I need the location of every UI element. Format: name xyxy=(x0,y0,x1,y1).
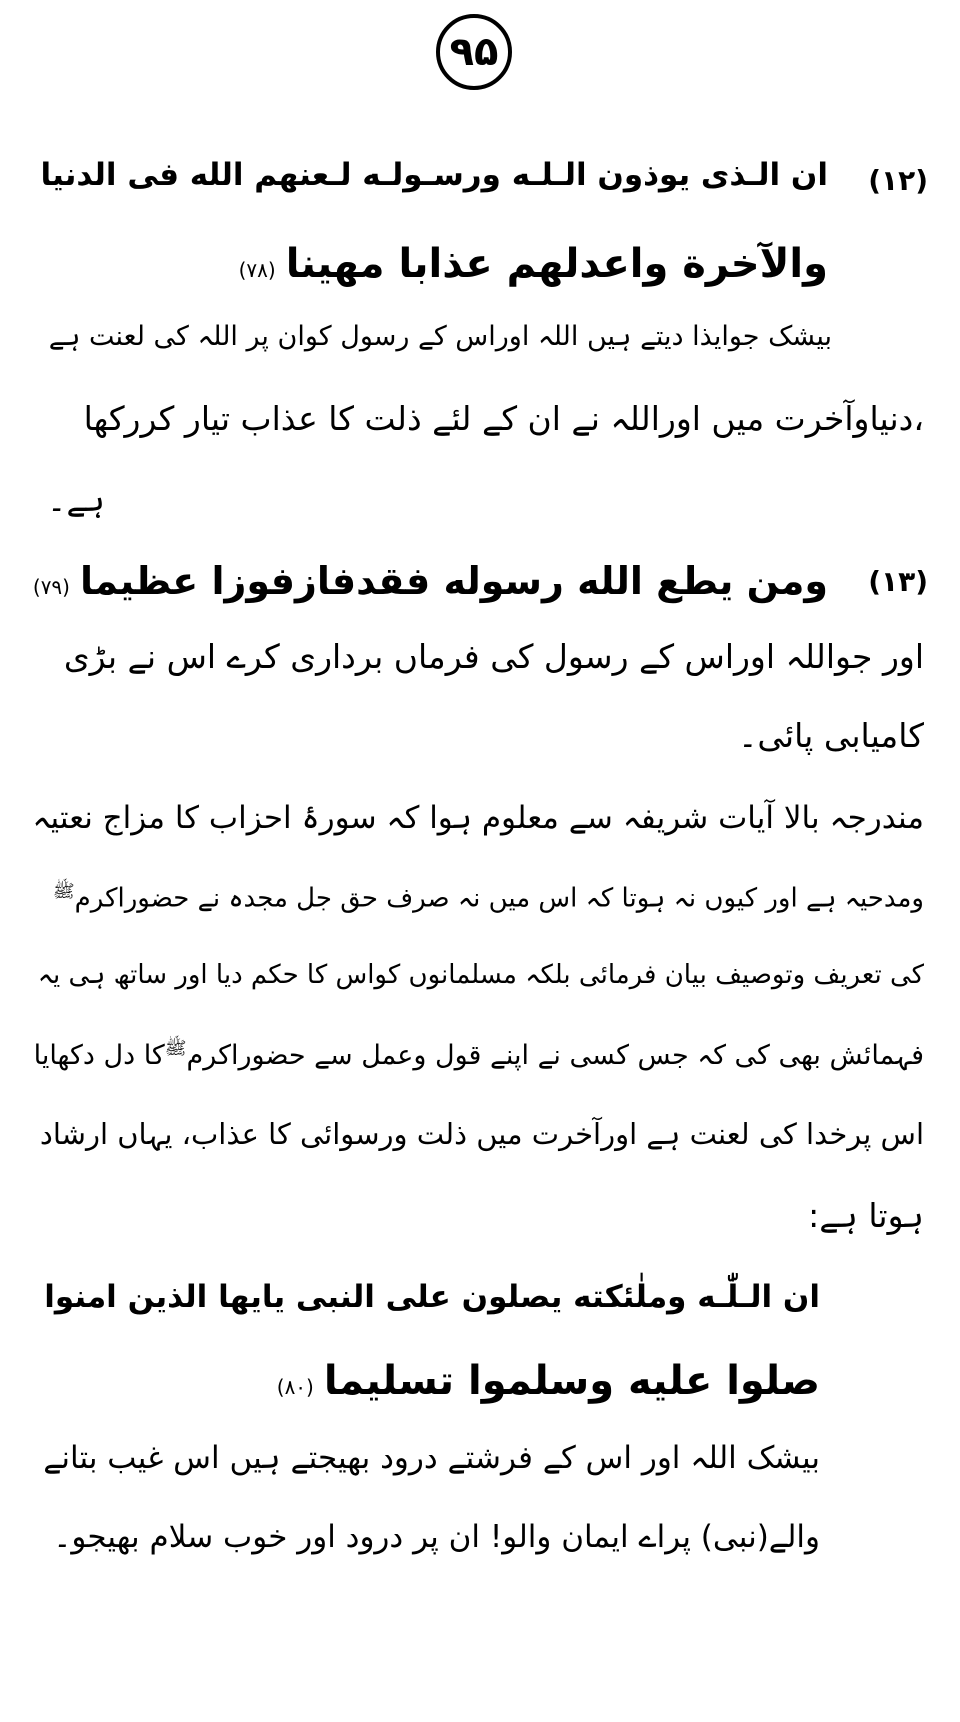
commentary-line-4 xyxy=(34,1040,924,1069)
verse-13-arabic-text: ومن یطع الله رسوله فقدفازفوزا عظیما xyxy=(79,559,828,603)
verse-80-arabic-text: صلوا علیه وسلموا تسلیما xyxy=(323,1358,820,1404)
commentary-line-2 xyxy=(53,883,924,912)
commentary-line-2-text: ومدحیہ ہے اور کیوں نہ ہوتا کہ اس میں نہ صرف حق جل مجدہ نے حضوراکرم xyxy=(74,883,924,914)
verse-12-arabic-text: والآخرة واعدلهم عذابا مهینا xyxy=(285,241,828,287)
commentary-line-4-text-a: فہمائش بھی کی کہ جس کسی نے اپنے قول وعمل سے حضوراکرم xyxy=(186,1040,924,1071)
honorific-symbol: ﷺ xyxy=(52,881,75,902)
verse-12-arabic-line-2 xyxy=(238,241,828,287)
verse-13-translation-line-2: کامیابی پائی۔ xyxy=(738,716,924,755)
page-number: ۹۵ xyxy=(436,14,512,90)
verse-13-translation-line-1: اور جواللہ اوراس کے رسول کی فرماں برداری کرے اس نے بڑی xyxy=(63,637,924,676)
verse-80-translation-line-2: والے(نبی) پراے ایمان والو! ان پر درود اور خوب سلام بھیجو۔ xyxy=(53,1519,820,1555)
verse-13-reference: (۷۹) xyxy=(32,575,70,599)
commentary-line-5: اس پرخدا کی لعنت ہے اورآخرت میں ذلت ورسوائی کا عذاب، یہاں ارشاد xyxy=(39,1117,924,1151)
verse-12-reference: (۷۸) xyxy=(238,258,276,282)
commentary-line-6: ہوتا ہے: xyxy=(808,1196,924,1235)
commentary-line-3: کی تعریف وتوصیف بیان فرمائی بلکہ مسلمانوں کواس کا حکم دیا اور ساتھ ہی یہ xyxy=(37,960,924,990)
verse-80-arabic-line-2 xyxy=(276,1358,820,1404)
verse-13-arabic-line-1 xyxy=(32,559,828,603)
commentary-line-4-text-b: کا دل دکھایا xyxy=(33,1040,165,1071)
verse-80-reference: (۸۰) xyxy=(276,1375,314,1399)
verse-number-13: (۱۳) xyxy=(868,565,928,598)
verse-12-translation-line-3: ہے۔ xyxy=(46,480,105,519)
verse-80-arabic-line-1: ان الـلّٰـه وملٰئكته یصلون علی النبی یایها الذین امنوا xyxy=(44,1279,820,1315)
honorific-symbol: ﷺ xyxy=(164,1038,187,1059)
verse-12-translation-line-2: ،دنیاوآخرت میں اوراللہ نے ان کے لئے ذلت کا عذاب تیار کررکھا xyxy=(83,399,924,438)
verse-number-12: (۱۲) xyxy=(868,164,928,197)
verse-12-arabic-line-1: ان الـذی یوذون الـلـه ورسـولـه لـعنهم الله فی الدنیا xyxy=(40,157,828,193)
commentary-line-1: مندرجہ بالا آیات شریفہ سے معلوم ہوا کہ سورۂ احزاب کا مزاج نعتیہ xyxy=(32,800,924,836)
verse-80-translation-line-1: بیشک اللہ اور اس کے فرشتے درود بھیجتے ہیں اس غیب بتانے xyxy=(43,1440,820,1476)
verse-12-translation-line-1: بیشک جوایذا دیتے ہیں اللہ اوراس کے رسول کوان پر اللہ کی لعنت ہے xyxy=(48,321,832,352)
